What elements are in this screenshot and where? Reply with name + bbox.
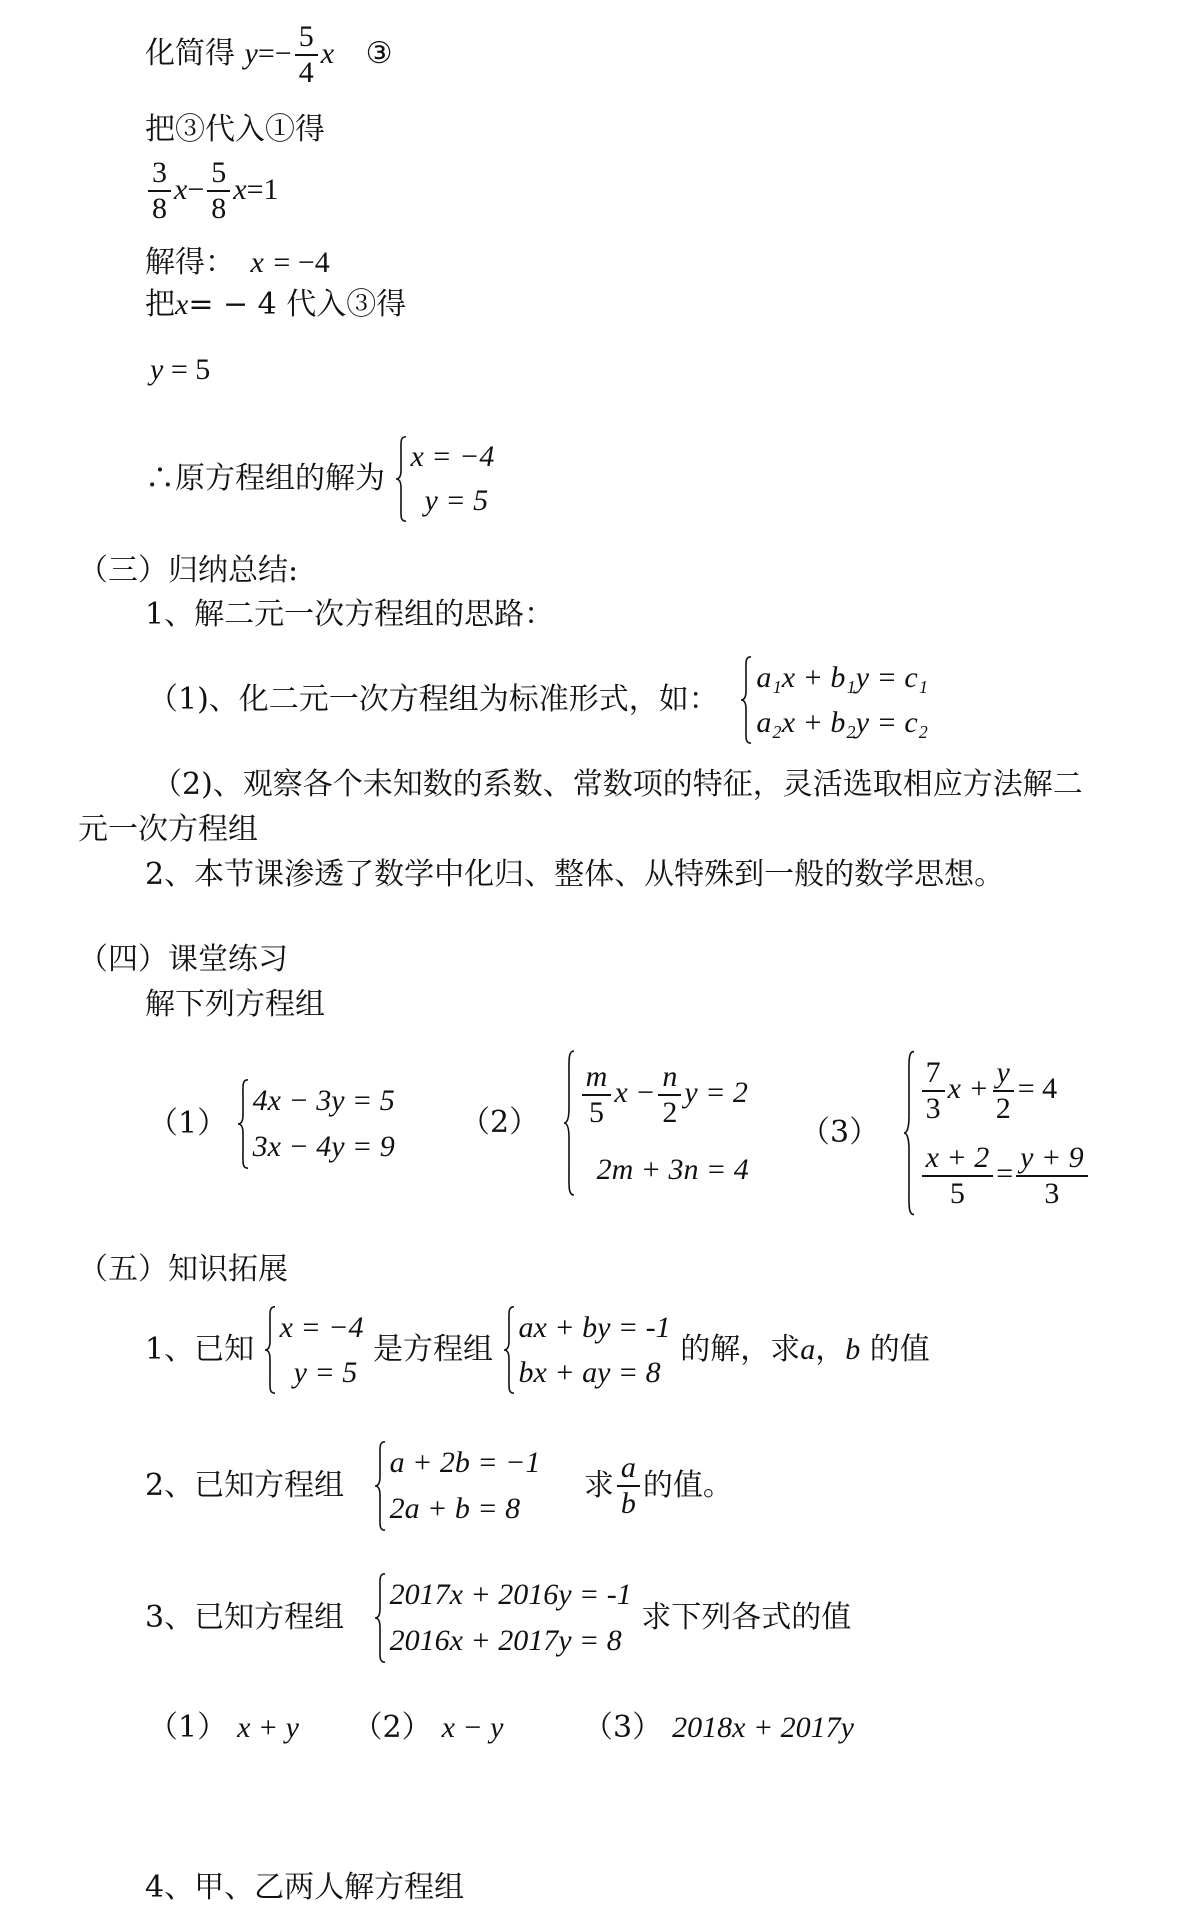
var-y: y [150, 353, 164, 386]
system-row: $\frac{7}{3}$ x + $\frac{y}{2}$ = 4 [919, 1058, 1091, 1124]
summary-item-2: 2、本节课渗透了数学中化归、整体、从特殊到一般的数学思想。 [145, 857, 1005, 892]
var-x: x [233, 173, 247, 206]
summary-item-1-1: （1)、化二元一次方程组为标准形式，如： a₁x + b₁y = c₁ a₂x + b₂y = c₂ [148, 655, 928, 745]
section-heading-extension: （五）知识拓展 [78, 1252, 288, 1287]
var-x: x [250, 246, 264, 279]
var-x: x [174, 173, 188, 206]
extension-question-3: 3、已知方程组 2017x + 2016y = -1 2016x + 2017y = 8 求下列各式的值 [145, 1572, 851, 1664]
fraction-3-8: $\frac{3}{8}$ [148, 158, 171, 224]
expression: x − y [441, 1711, 504, 1744]
practice-intro: 解下列方程组 [145, 987, 325, 1022]
line-solution: ∴原方程组的解为 x = −4 y = 5 [145, 435, 494, 523]
system-row: 2017x + 2016y = -1 [389, 1578, 632, 1611]
system-row: 3x − 4y = 9 [252, 1130, 395, 1163]
summary-item-1-2: （2)、观察各个未知数的系数、常数项的特征，灵活选取相应方法解二 [152, 767, 1083, 802]
brace [237, 1078, 249, 1170]
fraction: $\frac{n}{2}$ [658, 1062, 681, 1128]
line-solve-x: 解得： x = −4 [145, 245, 330, 280]
equals-minus: =− [257, 37, 292, 70]
system-row: 2016x + 2017y = 8 [389, 1624, 622, 1657]
fraction-a-b: $\frac{a}{b}$ [617, 1453, 640, 1519]
minus: − [187, 173, 205, 206]
section-heading-practice: （四）课堂练习 [78, 942, 288, 977]
fraction-5-4: $\frac{5}{4}$ [295, 22, 318, 88]
extension-question-4: 4、甲、乙两人解方程组 [145, 1870, 465, 1905]
system-row: $\frac{m}{5}$ x − $\frac{n}{2}$ y = 2 [579, 1062, 749, 1128]
brace [563, 1048, 575, 1198]
line-simplify [145, 22, 393, 88]
var-a: a [800, 1333, 816, 1366]
system-row: a₁x + b₁y = c₁ [756, 660, 929, 694]
system [264, 1305, 364, 1395]
fraction-5-8: $\frac{5}{8}$ [207, 158, 230, 224]
fraction: $\frac{x + 2}{5}$ [922, 1143, 994, 1209]
brace [374, 1440, 386, 1532]
var-b: b [845, 1333, 861, 1366]
expression: 2018x + 2017y [672, 1711, 854, 1744]
var-x: x [175, 288, 189, 321]
brace [903, 1048, 915, 1218]
fraction: $\frac{m}{5}$ [582, 1062, 612, 1128]
system [237, 1078, 395, 1170]
system-row: bx + ay = 8 [518, 1355, 661, 1389]
brace [264, 1305, 276, 1395]
system-row: y = 5 [293, 1355, 358, 1389]
extension-question-3-parts: （1） x + y （2） x − y （3） 2018x + 2017y [148, 1710, 854, 1745]
extension-question-1: 1、已知 x = −4 y = 5 是方程组 ax + by = -1 bx + ay = 8 的解，求a，b 的值 [145, 1305, 930, 1395]
system-row: a₂x + b₂y = c₂ [756, 705, 929, 739]
circled-3: ③ [365, 36, 393, 71]
system-row: ax + by = -1 [518, 1310, 671, 1344]
equals-1: =1 [246, 173, 279, 206]
brace [503, 1305, 515, 1395]
system [374, 1440, 541, 1532]
var-y: y [244, 37, 258, 70]
system [374, 1572, 632, 1664]
system-row: y = 5 [424, 484, 489, 517]
text: 化简得 [145, 36, 235, 71]
standard-form-system [740, 655, 928, 745]
line-fraction-equation [145, 158, 279, 224]
fraction: $\frac{y}{2}$ [992, 1058, 1015, 1124]
practice-problem-3: （3） $\frac{7}{3}$ x + $\frac{y}{2}$ = 4 $\frac{x + 2}{5}$ = $\frac{y + 9}{3}$ [800, 1048, 1091, 1218]
system-row: x = −4 [410, 440, 495, 473]
system [903, 1048, 1091, 1218]
expression: x + y [237, 1711, 299, 1744]
line-substitute-x: 把x= − 4 代入③得 [145, 287, 407, 322]
system-row: $\frac{x + 2}{5}$ = $\frac{y + 9}{3}$ [919, 1143, 1091, 1209]
brace [740, 655, 752, 745]
system [503, 1305, 671, 1395]
summary-item-1-2-cont: 元一次方程组 [78, 812, 258, 847]
fraction: $\frac{y + 9}{3}$ [1016, 1143, 1088, 1209]
system-row: a + 2b = −1 [389, 1446, 541, 1479]
line-substitute: 把③代入①得 [145, 112, 325, 147]
line-y-value: y = 5 [150, 353, 211, 386]
solution-system [395, 435, 495, 523]
system-row: x = −4 [279, 1310, 364, 1344]
fraction: $\frac{7}{3}$ [922, 1058, 945, 1124]
system-row: 2a + b = 8 [389, 1492, 521, 1525]
practice-problem-2: （2） $\frac{m}{5}$ x − $\frac{n}{2}$ y = 2 2m + 3n = 4 [460, 1048, 749, 1198]
system [563, 1048, 749, 1198]
value: = −4 [273, 246, 330, 279]
summary-item-1: 1、解二元一次方程组的思路： [145, 597, 555, 632]
brace [395, 435, 407, 523]
system-row: 4x − 3y = 5 [252, 1084, 395, 1117]
var-x: x [320, 37, 335, 70]
brace [374, 1572, 386, 1664]
section-heading-summary: （三）归纳总结: [78, 553, 299, 588]
extension-question-2: 2、已知方程组 a + 2b = −1 2a + b = 8 求 $\frac{a}{b}$ 的值。 [145, 1440, 733, 1532]
system-row: 2m + 3n = 4 [596, 1152, 749, 1186]
practice-problem-1: （1） 4x − 3y = 5 3x − 4y = 9 [148, 1078, 395, 1170]
